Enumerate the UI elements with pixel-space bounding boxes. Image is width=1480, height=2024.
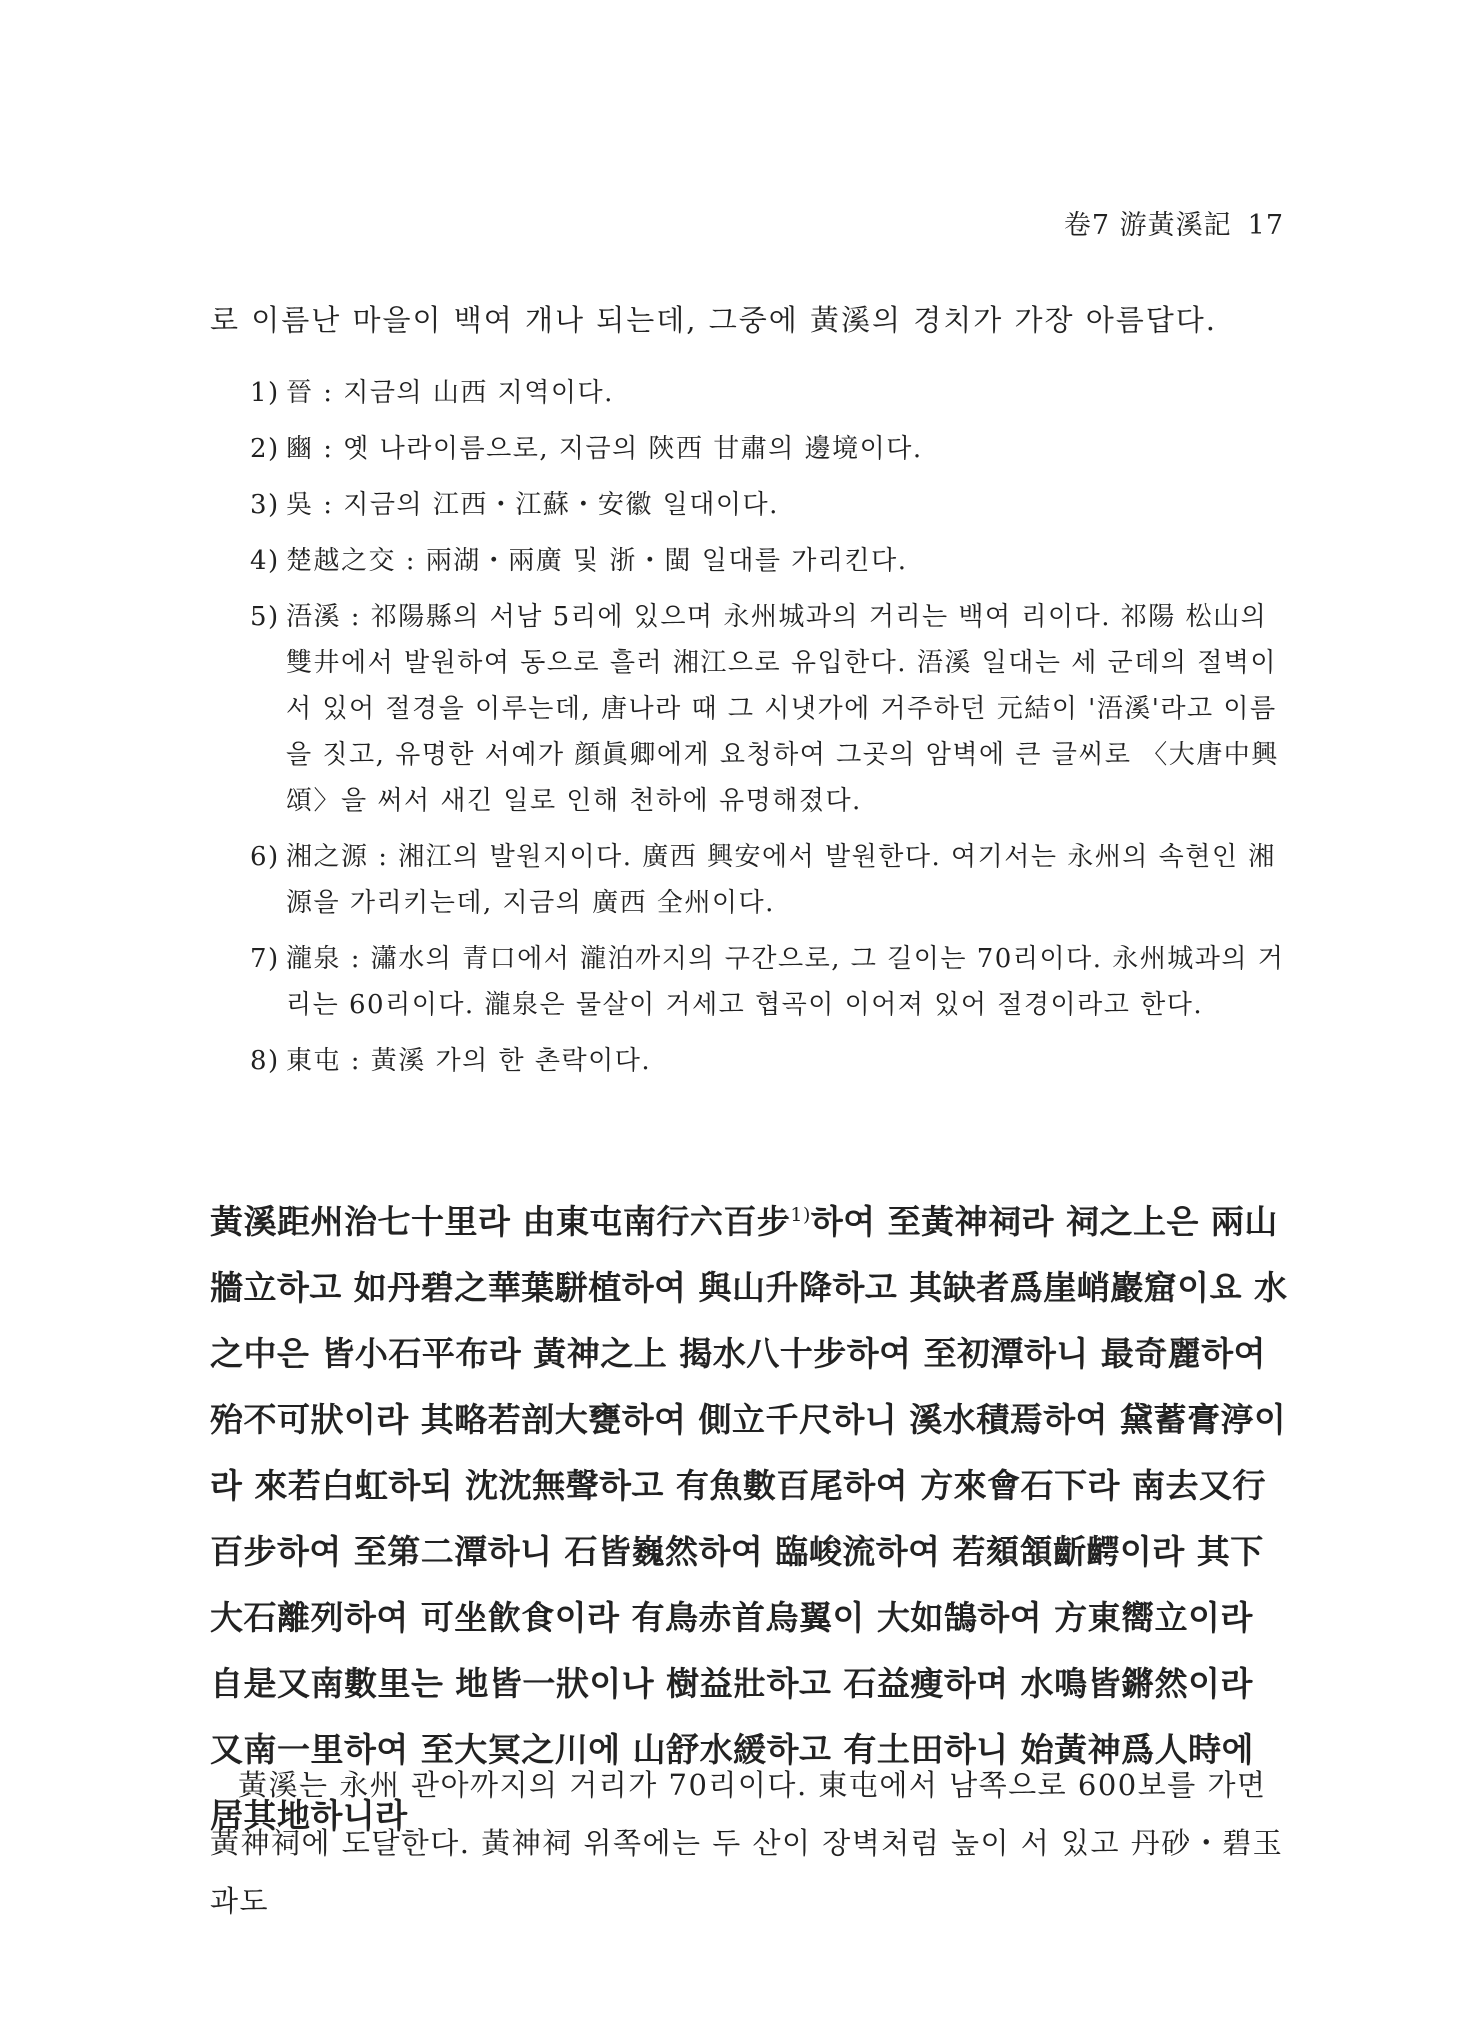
footnote-item [250,482,1290,528]
footnote-number: 3) [250,490,280,520]
footnote-marker: 1) [790,1204,811,1226]
footnote-number: 1) [250,378,280,408]
footnote-number: 7) [250,944,280,974]
header-title: 卷7 游黃溪記 [1063,210,1232,241]
intro-line: 로 이름난 마을이 백여 개나 되는데, 그중에 黃溪의 경치가 가장 아름답다. [210,303,1217,337]
footnote-item [250,594,1290,824]
korean-translation: 黃溪는 永州 관아까지의 거리가 70리이다. 東屯에서 남쪽으로 600보를 가면 黃神祠에 도달한다. 黃神祠 위쪽에는 두 산이 장벽처럼 높이 서 있고 丹砂・碧玉과도 [210,1768,1284,1918]
footnote-item [250,1038,1290,1084]
footnote-number: 2) [250,434,280,464]
footnote-text: 瀧泉 : 瀟水의 青口에서 瀧泊까지의 구간으로, 그 길이는 70리이다. 永州城과의 거리는 60리이다. 瀧泉은 물살이 거세고 협곡이 이어져 있어 절경이라고 한다. [286,944,1285,1020]
footnote-text: 豳 : 옛 나라이름으로, 지금의 陝西 甘肅의 邊境이다. [286,434,923,464]
footnote-number: 5) [250,602,280,632]
footnote-text: 湘之源 : 湘江의 발원지이다. 廣西 興安에서 발원한다. 여기서는 永州의 속현인 湘源을 가리키는데, 지금의 廣西 全州이다. [286,842,1276,918]
footnotes-list [250,370,1290,1094]
footnote-text: 浯溪 : 祁陽縣의 서남 5리에 있으며 永州城과의 거리는 백여 리이다. 祁陽 松山의 雙井에서 발원하여 동으로 흘러 湘江으로 유입한다. 浯溪 일대는 세 군데의 절벽이 서 있어 절경을 이루는데, 唐나라 때 그 시냇가에 거주하던 元結이 '浯溪'라고 이름을 짓고, 유명한 서예가 顔眞卿에게 요청하여 그곳의 암벽에 큰 글씨로 〈大唐中興頌〉을 써서 새긴 일로 인해 천하에 유명해졌다. [286,602,1279,816]
running-header [1064,203,1284,242]
classical-text-part-1: 黃溪距州治七十里라 由東屯南行六百步 [210,1202,791,1241]
footnote-text: 楚越之交 : 兩湖・兩廣 및 浙・閩 일대를 가리킨다. [286,546,908,576]
footnote-item [250,538,1290,584]
footnote-text: 晉 : 지금의 山西 지역이다. [286,378,614,408]
classical-text-part-2: 하여 至黃神祠라 祠之上은 兩山牆立하고 如丹碧之華葉駢植하여 與山升降하고 其缺者爲崖峭巖窟이요 水之中은 皆小石平布라 黃神之上 揭水八十步하여 至初潭하니 最奇麗하여 殆不可狀이라 其略若剖大甕하여 側立千尺하니 溪水積焉하여 黛蓄膏渟이라 來若白虹하되 沈沈無聲하고 有魚數百尾하여 方來會石下라 南去又行百步하여 至第二潭하니 石皆巍然하여 臨峻流하여 若頦頷齗齶이라 其下大石離列하여 可坐飮食이라 有鳥赤首烏翼이 大如鵠하여 方東嚮立이라 自是又南數里는 地皆一狀이나 樹益壯하고 石益瘦하며 水鳴皆鏘然이라 又南一里하여 至大冥之川에 山舒水緩하고 有土田하니 始黃神爲人時에 居其地하니라 [210,1202,1288,1835]
footnote-text: 東屯 : 黃溪 가의 한 촌락이다. [286,1046,652,1076]
footnote-text: 吳 : 지금의 江西・江蘇・安徽 일대이다. [286,490,779,520]
footnote-item [250,936,1290,1028]
classical-chinese-text [210,1182,1295,1849]
page-number: 17 [1247,210,1284,241]
footnote-number: 6) [250,842,280,872]
classical-paragraph [210,1182,1295,1849]
footnote-item [250,834,1290,926]
footnote-number: 4) [250,546,280,576]
footnote-number: 8) [250,1046,280,1076]
footnote-item [250,370,1290,416]
footnote-item [250,426,1290,472]
